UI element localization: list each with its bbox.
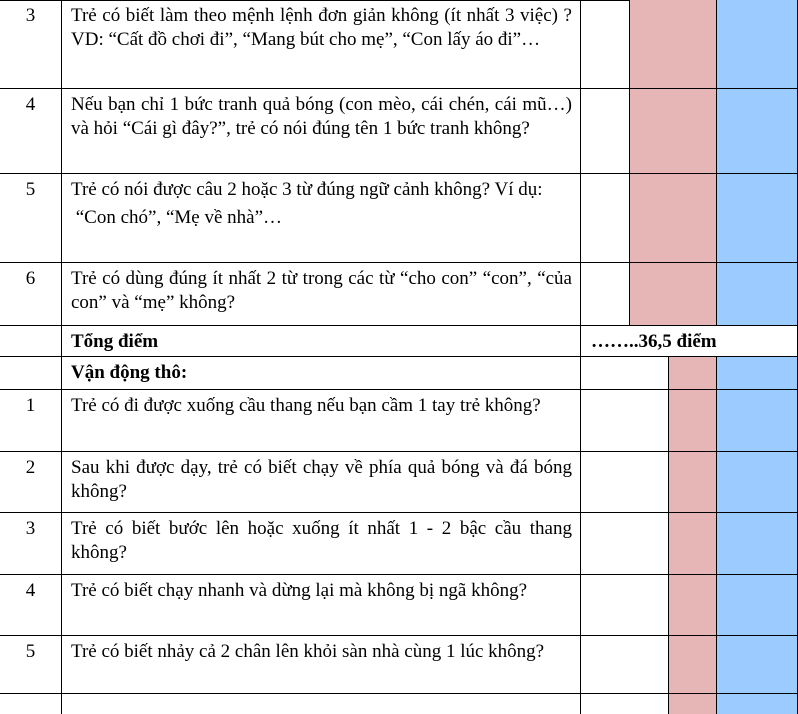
score-cell-blue[interactable] xyxy=(717,694,798,714)
score-cell-pink[interactable] xyxy=(668,636,717,693)
row-number: 4 xyxy=(25,580,36,601)
row-number: 5 xyxy=(25,179,36,200)
row-number: 6 xyxy=(25,268,36,289)
question-text: Trẻ có biết nhảy cả 2 chân lên khỏi sàn nhà cùng 1 lúc không? xyxy=(71,641,545,662)
score-cell-pink[interactable] xyxy=(668,452,717,512)
row-number: 4 xyxy=(25,94,36,115)
score-cell-blue[interactable] xyxy=(717,174,798,262)
score-cell-blue[interactable] xyxy=(717,89,798,173)
total-label: Tổng điểm xyxy=(71,331,159,352)
row-number: 5 xyxy=(25,641,36,662)
score-cell-pink[interactable] xyxy=(629,0,717,88)
row-number: 3 xyxy=(25,518,36,539)
total-score: ……..36,5 điểm xyxy=(591,331,717,352)
section-title: Vận động thô: xyxy=(71,362,188,383)
score-cell-blue[interactable] xyxy=(717,390,798,451)
question-text: Trẻ có biết chạy nhanh và dừng lại mà không bị ngã không? xyxy=(71,580,527,601)
table-row xyxy=(0,174,798,263)
row-number: 1 xyxy=(25,395,36,416)
question-text: Trẻ có nói được câu 2 hoặc 3 từ đúng ngữ cảnh không? Ví dụ: “Con chó”, “Mẹ về nhà”… xyxy=(71,179,543,228)
score-cell-pink[interactable] xyxy=(629,89,717,173)
table-row xyxy=(0,390,798,452)
score-cell-blue[interactable] xyxy=(717,452,798,512)
question-text: Trẻ có dùng đúng ít nhất 2 từ trong các từ “cho con” “con”, “của con” và “mẹ” không? xyxy=(71,268,572,313)
score-cell-blue[interactable] xyxy=(717,0,798,88)
table-row-partial xyxy=(0,694,798,714)
question-text: Nếu bạn chỉ 1 bức tranh quả bóng (con mèo, cái chén, cái mũ…) và hỏi “Cái gì đây?”, trẻ có nói đúng tên 1 bức tranh không? xyxy=(71,94,572,139)
score-cell-pink[interactable] xyxy=(668,694,717,714)
question-text: Trẻ có đi được xuống cầu thang nếu bạn cầm 1 tay trẻ không? xyxy=(71,395,541,416)
score-cell-blue[interactable] xyxy=(717,575,798,635)
table-row xyxy=(0,0,798,89)
table-row xyxy=(0,89,798,174)
table-row xyxy=(0,575,798,636)
question-text: Sau khi được dạy, trẻ có biết chạy về phía quả bóng và đá bóng không? xyxy=(71,457,572,502)
score-cell-blue[interactable] xyxy=(717,636,798,693)
row-number: 2 xyxy=(25,457,36,478)
score-cell-blue[interactable] xyxy=(717,357,798,389)
question-text: Trẻ có biết làm theo mệnh lệnh đơn giản không (ít nhất 3 việc) ? VD: “Cất đồ chơi đi”, “Mang bút cho mẹ”, “Con lấy áo đi”… xyxy=(71,5,572,50)
total-row xyxy=(0,326,798,357)
score-cell-blue[interactable] xyxy=(717,513,798,574)
score-cell-pink[interactable] xyxy=(668,575,717,635)
score-cell-pink[interactable] xyxy=(629,174,717,262)
score-cell-pink[interactable] xyxy=(668,357,717,389)
row-number: 3 xyxy=(25,5,36,26)
section-header-row xyxy=(0,357,798,390)
score-cell-pink[interactable] xyxy=(629,263,717,325)
question-text: Trẻ có biết bước lên hoặc xuống ít nhất 1 - 2 bậc cầu thang không? xyxy=(71,518,572,563)
table-row xyxy=(0,513,798,575)
score-cell-pink[interactable] xyxy=(668,513,717,574)
table-row xyxy=(0,452,798,513)
score-cell-pink[interactable] xyxy=(668,390,717,451)
table-row xyxy=(0,636,798,694)
score-cell-blue[interactable] xyxy=(717,263,798,325)
table-row xyxy=(0,263,798,326)
